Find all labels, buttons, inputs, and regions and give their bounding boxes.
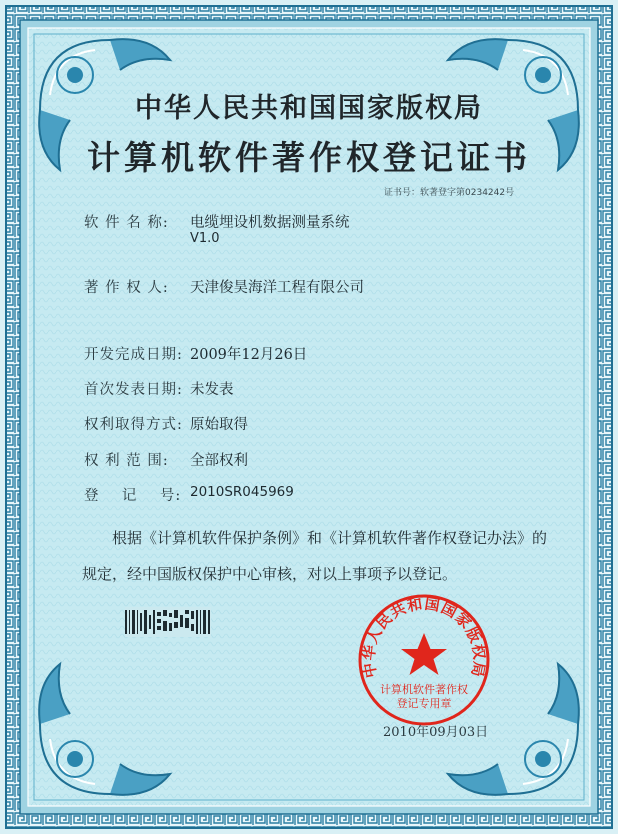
field-value-publish-date: 未发表 [190,382,234,398]
seal-star-icon [401,633,447,675]
field-label-rights-scope: 权 利 范 围: [84,453,169,469]
field-label-publish-date: 首次发表日期: [84,382,183,398]
seal-inner-line-2: 登记专用章 [396,698,452,710]
statement-line-1: 根据《计算机软件保护条例》和《计算机软件著作权登记办法》的 [112,529,548,547]
certificate-title: 计算机软件著作权登记证书 [87,138,531,177]
official-seal [355,591,493,729]
certificate-number-label: 证书号： [384,188,421,198]
seal-outer-text: 中华人民共和国国家版权局 [361,596,487,679]
field-value-completion-date: 2009年12月26日 [190,347,308,363]
barcode [125,607,211,637]
certificate-number [384,185,514,198]
field-label-acquisition-method: 权利取得方式: [84,417,183,433]
field-label-software-name: 软 件 名 称: [84,215,169,231]
field-value-version: V1.0 [190,231,220,246]
seal-inner-line-1: 计算机软件著作权 [380,684,468,696]
field-value-registration-number: 2010SR045969 [190,484,294,500]
field-value-copyright-owner: 天津俊昊海洋工程有限公司 [190,280,364,296]
field-label-registration-number: 登 记 号: [84,488,182,504]
issuer-title: 中华人民共和国国家版权局 [135,93,483,124]
field-label-copyright-owner: 著 作 权 人: [84,280,169,296]
field-value-rights-scope: 全部权利 [190,453,248,469]
statement-line-2: 规定，经中国版权保护中心审核，对以上事项予以登记。 [82,565,458,583]
issue-date: 2010年09月03日 [383,725,489,740]
field-value-software-name: 电缆埋设机数据测量系统 [190,215,350,231]
field-label-completion-date: 开发完成日期: [84,347,183,363]
field-value-acquisition-method: 原始取得 [190,417,248,433]
certificate-number-value: 软著登字第0234242号 [420,188,515,198]
